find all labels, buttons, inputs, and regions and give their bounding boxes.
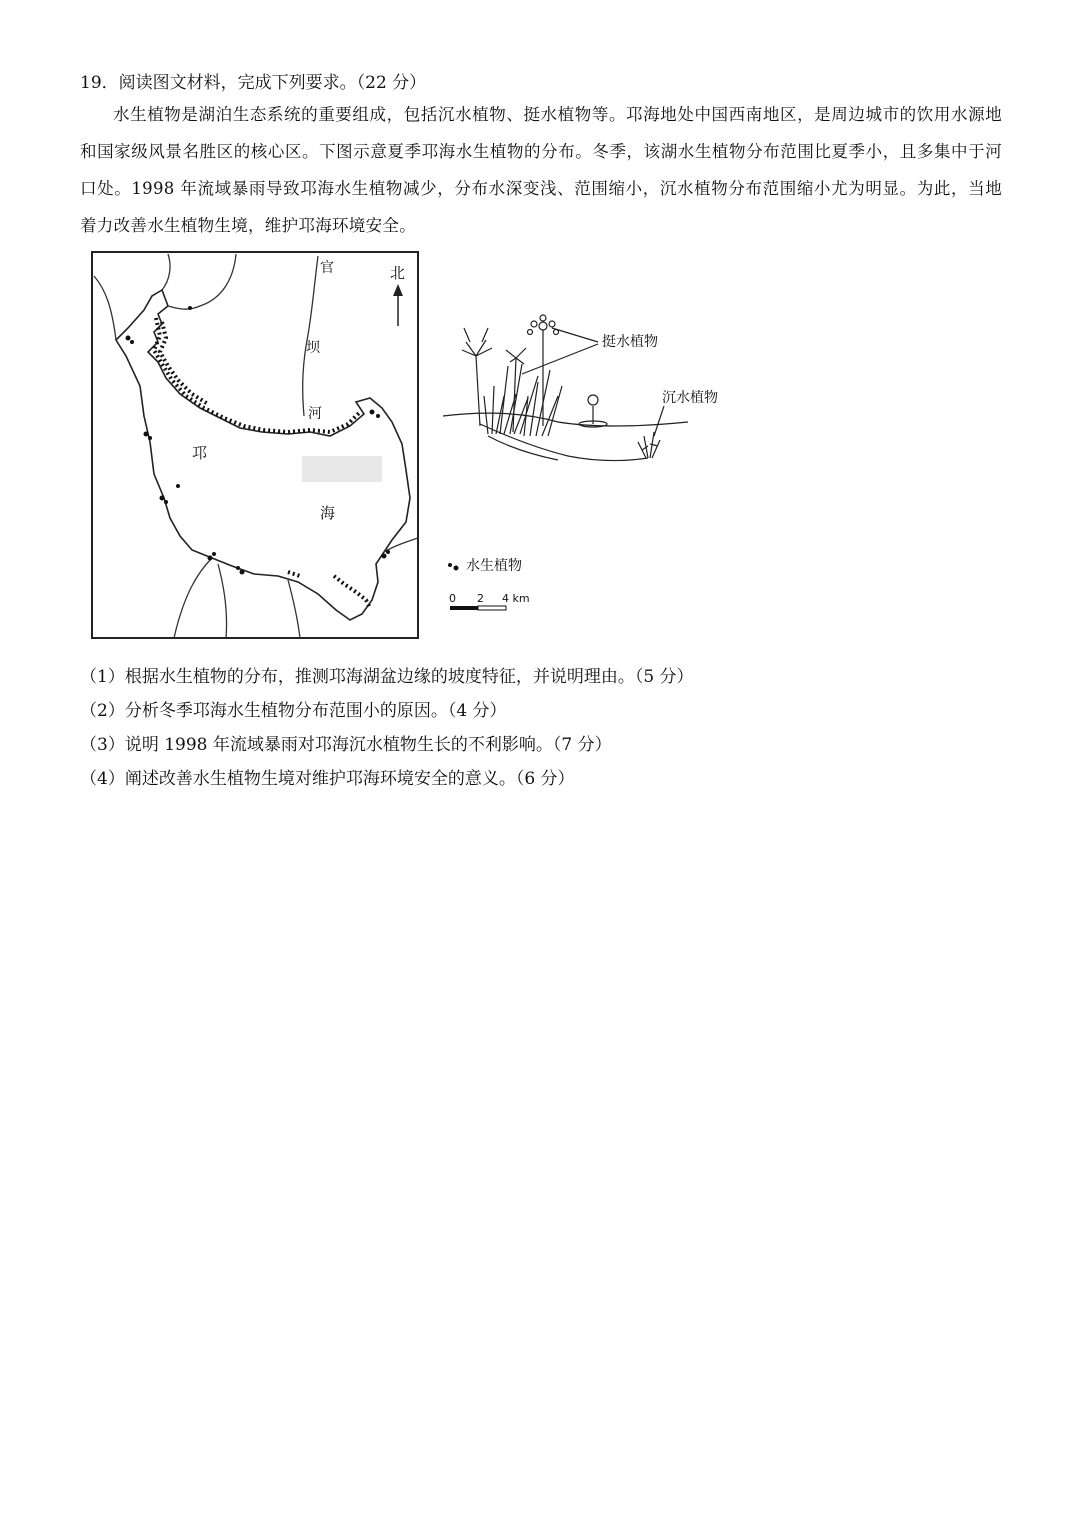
north-label: 北 (390, 264, 406, 282)
scale-tick-0: 0 (449, 592, 456, 605)
legend-label: 水生植物 (466, 558, 522, 574)
scale-bar-black (450, 606, 478, 610)
question-material: 水生植物是湖泊生态系统的重要组成，包括沉水植物、挺水植物等。邛海地处中国西南地区，是周边城市的饮用水源地和国家级风景名胜区的核心区。下图示意夏季邛海水生植物的分布。冬季，该湖水生植物分布范围比夏季小，且多集中于河口处。1998 年流域暴雨导致邛海水生植物减少，分布水深变浅、范围缩小，沉水植物分布范围缩小尤为明显。为此，当地着力改善水生植物生境，维护邛海环境安全。 (80, 105, 1002, 235)
river-guanba (303, 256, 318, 416)
sub-questions (80, 660, 694, 796)
river-label-3: 河 (308, 406, 322, 422)
river-west (94, 276, 116, 340)
aquatic-plant-marks (126, 306, 391, 575)
map-frame (92, 252, 418, 638)
sub-question-4: （4）阐述改善水生植物生境对维护邛海环境安全的意义。（6 分） (80, 769, 575, 789)
emergent-plant-label: 挺水植物 (602, 334, 658, 350)
figure (88, 246, 748, 646)
lake-label-2: 海 (320, 504, 336, 522)
figure-svg (88, 246, 748, 646)
sub-question-3: （3）说明 1998 年流域暴雨对邛海沉水植物生长的不利影响。（7 分） (80, 735, 612, 755)
river-southwest (174, 558, 212, 638)
sub-question-1: （1）根据水生植物的分布，推测邛海湖盆边缘的坡度特征，并说明理由。（5 分） (80, 667, 694, 687)
lake-smudge (302, 456, 382, 482)
aquatic-plant-belt-south (288, 572, 370, 608)
scale-tick-2: 4 km (502, 592, 530, 605)
river-south (218, 564, 227, 638)
river-southeast (288, 580, 300, 638)
river-label-2: 坝 (306, 340, 320, 356)
scale-tick-1: 2 (477, 592, 484, 605)
sub-question-2: （2）分析冬季邛海水生植物分布范围小的原因。（4 分） (80, 701, 507, 721)
river-north-a (162, 254, 170, 290)
aquatic-plant-belt-north (154, 318, 360, 432)
lake-label-1: 邛 (192, 444, 208, 462)
submerged-plant-label: 沉水植物 (662, 390, 718, 406)
river-north-b (168, 254, 236, 309)
north-arrow-icon (393, 284, 403, 296)
legend-plant-icon (448, 563, 459, 571)
river-label-1: 官 (320, 260, 334, 276)
scale-bar-white (478, 606, 506, 610)
question-title: 19．阅读图文材料，完成下列要求。（22 分） (80, 73, 427, 93)
